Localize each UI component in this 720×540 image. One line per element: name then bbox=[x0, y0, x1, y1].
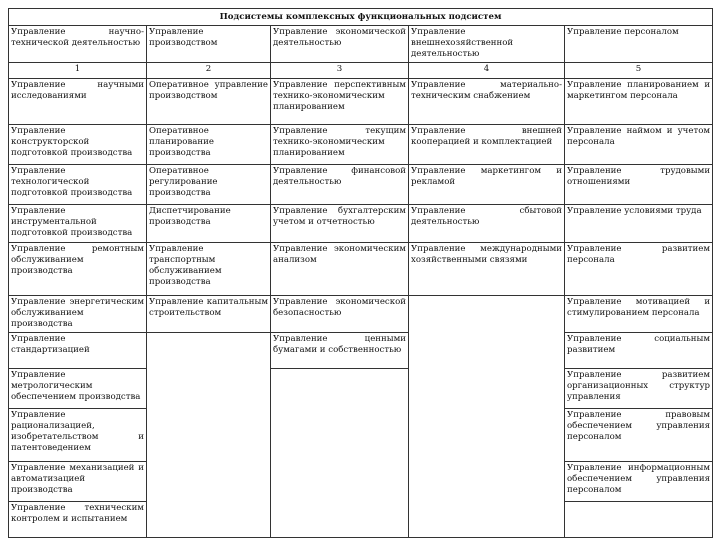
table-cell: Управление ценными бумагами и собственностью bbox=[271, 333, 409, 369]
table-cell: Оперативное планирование производства bbox=[147, 125, 271, 165]
table-cell: Управление правовым обеспечением управления персоналом bbox=[565, 409, 713, 462]
table-cell: Управление инструментальной подготовкой производства bbox=[9, 205, 147, 243]
empty-cell bbox=[271, 369, 409, 409]
table-row bbox=[9, 79, 713, 125]
table-cell: Управление конструкторской подготовкой производства bbox=[9, 125, 147, 165]
header-cell: Управление научно-технической деятельностью bbox=[9, 26, 147, 63]
table-row bbox=[9, 369, 713, 409]
column-number: 3 bbox=[271, 63, 409, 79]
empty-cell bbox=[409, 369, 565, 409]
table-cell: Управление социальным развитием bbox=[565, 333, 713, 369]
table-cell: Управление сбытовой деятельностью bbox=[409, 205, 565, 243]
empty-cell bbox=[271, 502, 409, 538]
empty-cell bbox=[147, 462, 271, 502]
table-row bbox=[9, 502, 713, 538]
header-row bbox=[9, 26, 713, 63]
table-cell: Управление транспортным обслуживанием производства bbox=[147, 243, 271, 296]
table-row bbox=[9, 333, 713, 369]
table-cell: Управление бухгалтерским учетом и отчетностью bbox=[271, 205, 409, 243]
table-row bbox=[9, 409, 713, 462]
empty-cell bbox=[147, 502, 271, 538]
table-cell: Управление текущим технико-экономическим планированием bbox=[271, 125, 409, 165]
column-number: 2 bbox=[147, 63, 271, 79]
empty-cell bbox=[271, 462, 409, 502]
empty-cell bbox=[409, 409, 565, 462]
table-cell: Управление финансовой деятельностью bbox=[271, 165, 409, 205]
table-cell: Управление капитальным строительством bbox=[147, 296, 271, 333]
empty-cell bbox=[565, 502, 713, 538]
table-cell: Управление рационализацией, изобретательством и патентоведением bbox=[9, 409, 147, 462]
table-title: Подсистемы комплексных функциональных подсистем bbox=[9, 9, 713, 26]
header-cell: Управление персоналом bbox=[565, 26, 713, 63]
table-cell: Управление информационным обеспечением управления персоналом bbox=[565, 462, 713, 502]
empty-cell bbox=[409, 502, 565, 538]
table-cell: Управление ремонтным обслуживанием производства bbox=[9, 243, 147, 296]
column-number: 4 bbox=[409, 63, 565, 79]
title-row bbox=[9, 9, 713, 26]
table-cell: Управление энергетическим обслуживанием производства bbox=[9, 296, 147, 333]
number-row bbox=[9, 63, 713, 79]
table-row bbox=[9, 243, 713, 296]
table-cell: Управление развитием организационных структур управления bbox=[565, 369, 713, 409]
table-cell: Управление мотивацией и стимулированием персонала bbox=[565, 296, 713, 333]
subsystems-table bbox=[8, 8, 713, 538]
table-row bbox=[9, 462, 713, 502]
table-cell: Управление метрологическим обеспечением производства bbox=[9, 369, 147, 409]
empty-cell bbox=[409, 296, 565, 333]
table-cell: Оперативное регулирование производства bbox=[147, 165, 271, 205]
header-cell: Управление экономической деятельностью bbox=[271, 26, 409, 63]
table-cell: Управление экономическим анализом bbox=[271, 243, 409, 296]
table-cell: Управление условиями труда bbox=[565, 205, 713, 243]
table-cell: Управление техническим контролем и испытанием bbox=[9, 502, 147, 538]
table-cell: Управление материально-техническим снабжением bbox=[409, 79, 565, 125]
empty-cell bbox=[409, 333, 565, 369]
table-cell: Управление экономической безопасностью bbox=[271, 296, 409, 333]
table-row bbox=[9, 165, 713, 205]
empty-cell bbox=[147, 333, 271, 369]
table-cell: Управление планированием и маркетингом персонала bbox=[565, 79, 713, 125]
header-cell: Управление внешнехозяйственной деятельностью bbox=[409, 26, 565, 63]
table-cell: Управление международными хозяйственными связями bbox=[409, 243, 565, 296]
table-cell: Управление механизацией и автоматизацией производства bbox=[9, 462, 147, 502]
table-cell: Управление перспективным технико-экономическим планированием bbox=[271, 79, 409, 125]
empty-cell bbox=[271, 409, 409, 462]
empty-cell bbox=[409, 462, 565, 502]
table-row bbox=[9, 205, 713, 243]
table-row bbox=[9, 296, 713, 333]
table-row bbox=[9, 125, 713, 165]
column-number: 5 bbox=[565, 63, 713, 79]
table-cell: Оперативное управление производством bbox=[147, 79, 271, 125]
column-number: 1 bbox=[9, 63, 147, 79]
empty-cell bbox=[147, 409, 271, 462]
table-cell: Управление трудовыми отношениями bbox=[565, 165, 713, 205]
empty-cell bbox=[147, 369, 271, 409]
table-cell: Управление стандартизацией bbox=[9, 333, 147, 369]
table-cell: Управление развитием персонала bbox=[565, 243, 713, 296]
table-cell: Управление наймом и учетом персонала bbox=[565, 125, 713, 165]
table-cell: Управление маркетингом и рекламой bbox=[409, 165, 565, 205]
header-cell: Управление производством bbox=[147, 26, 271, 63]
table-cell: Управление внешней кооперацией и комплектацией bbox=[409, 125, 565, 165]
table-cell: Управление технологической подготовкой производства bbox=[9, 165, 147, 205]
table-cell: Управление научными исследованиями bbox=[9, 79, 147, 125]
table-cell: Диспетчирование производства bbox=[147, 205, 271, 243]
